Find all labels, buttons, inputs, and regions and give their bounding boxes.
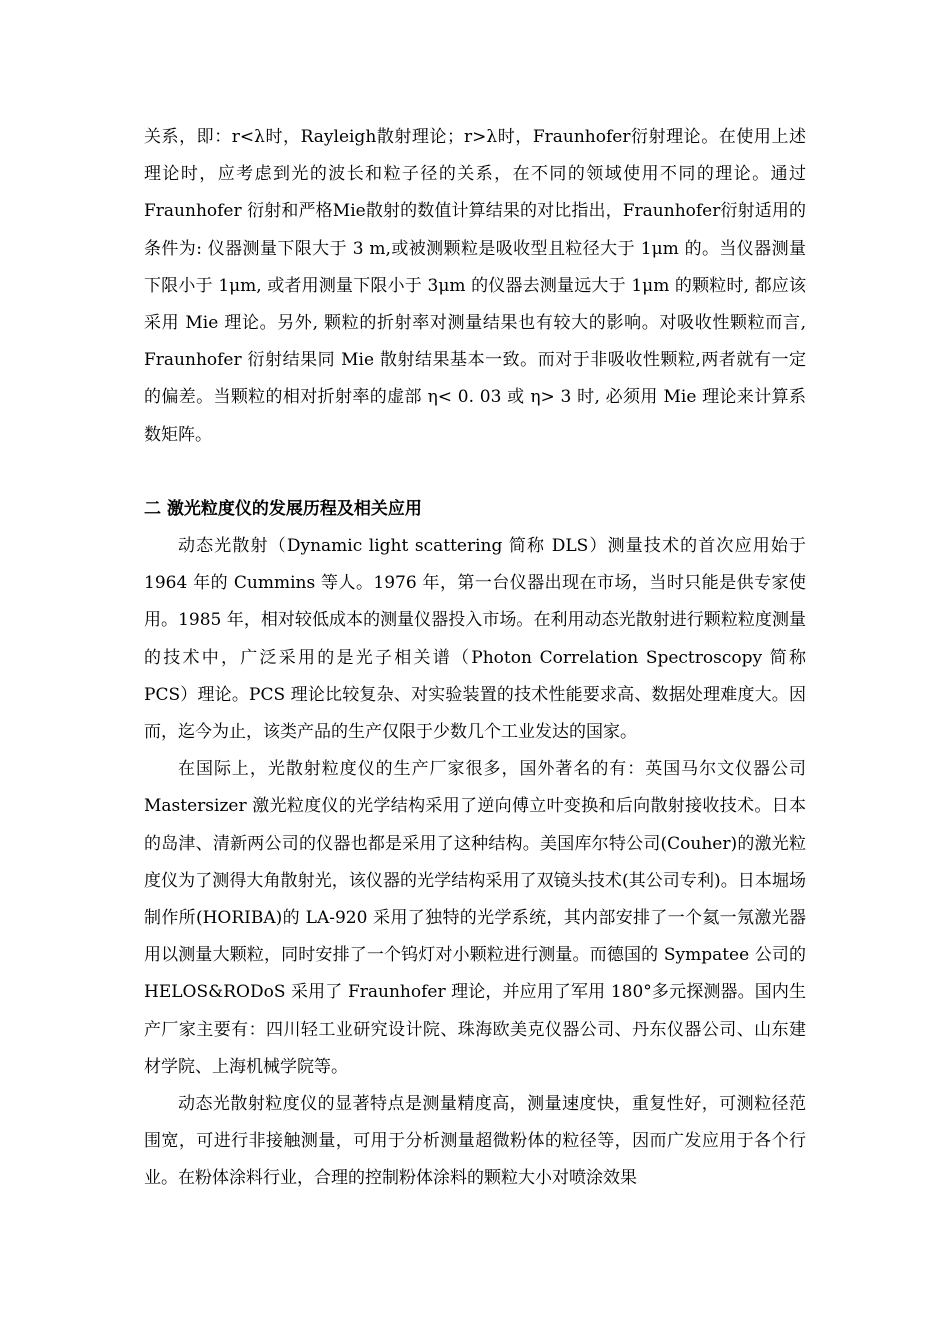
paragraph-dls-history: 动态光散射（Dynamic light scattering 简称 DLS）测量技术的首次应用始于 1964 年的 Cummins 等人。1976 年，第一台仪器出现在市场，当时只能是供专家使用。1985 年，相对较低成本的测量仪器投入市场。在利用动态光散射进行颗粒粒度测量的技术中，广泛采用的是光子相关谱（Photon Correlation Spectroscopy 简称 PCS）理论。PCS 理论比较复杂、对实验装置的技术性能要求高、数据处理难度大。因而，迄今为止，该类产品的生产仅限于少数几个工业发达的国家。 (144, 536, 806, 743)
section-heading: 二 激光粒度仪的发展历程及相关应用 (144, 498, 422, 519)
paragraph-applications: 动态光散射粒度仪的显著特点是测量精度高，测量速度快，重复性好，可测粒径范围宽，可进行非接触测量，可用于分析测量超微粉体的粒径等，因而广发应用于各个行业。在粉体涂料行业，合理的控制粉体涂料的颗粒大小对喷涂效果 (144, 1094, 806, 1189)
document-body (144, 119, 806, 1198)
paragraph-theory: 关系，即：r<λ时，Rayleigh散射理论；r>λ时，Fraunhofer衍射理论。在使用上述理论时，应考虑到光的波长和粒子径的关系，在不同的领域使用不同的理论。通过Fraunhofer 衍射和严格Mie散射的数值计算结果的对比指出，Fraunhofer衍射适用的条件为: 仪器测量下限大于 3 m,或被测颗粒是吸收型且粒径大于 1μm 的。当仪器测量下限小于 1μm, 或者用测量下限小于 3μm 的仪器去测量远大于 1μm 的颗粒时, 都应该采用 Mie 理论。另外, 颗粒的折射率对测量结果也有较大的影响。对吸收性颗粒而言, Fraunhofer 衍射结果同 Mie 散射结果基本一致。而对于非吸收性颗粒,两者就有一定的偏差。当颗粒的相对折射率的虚部 η< 0. 03 或 η> 3 时, 必须用 Mie 理论来计算系数矩阵。 (144, 127, 806, 445)
paragraph-manufacturers: 在国际上，光散射粒度仪的生产厂家很多，国外著名的有：英国马尔文仪器公司 Mastersizer 激光粒度仪的光学结构采用了逆向傅立叶变换和后向散射接收技术。日本的岛津、清新两公司的仪器也都是采用了这种结构。美国库尔特公司(Couher)的激光粒度仪为了测得大角散射光，该仪器的光学结构采用了双镜头技术(其公司专利)。日本堀场制作所(HORIBA)的 LA-920 采用了独特的光学系统，其内部安排了一个氦一氖激光器用以测量大颗粒，同时安排了一个钨灯对小颗粒进行测量。而德国的 Sympatee 公司的 HELOS&RODoS 采用了 Fraunhofer 理论，并应用了军用 180°多元探测器。国内生产厂家主要有：四川轻工业研究设计院、珠海欧美克仪器公司、丹东仪器公司、山东建材学院、上海机械学院等。 (144, 759, 806, 1077)
paragraph-gap (144, 454, 806, 491)
